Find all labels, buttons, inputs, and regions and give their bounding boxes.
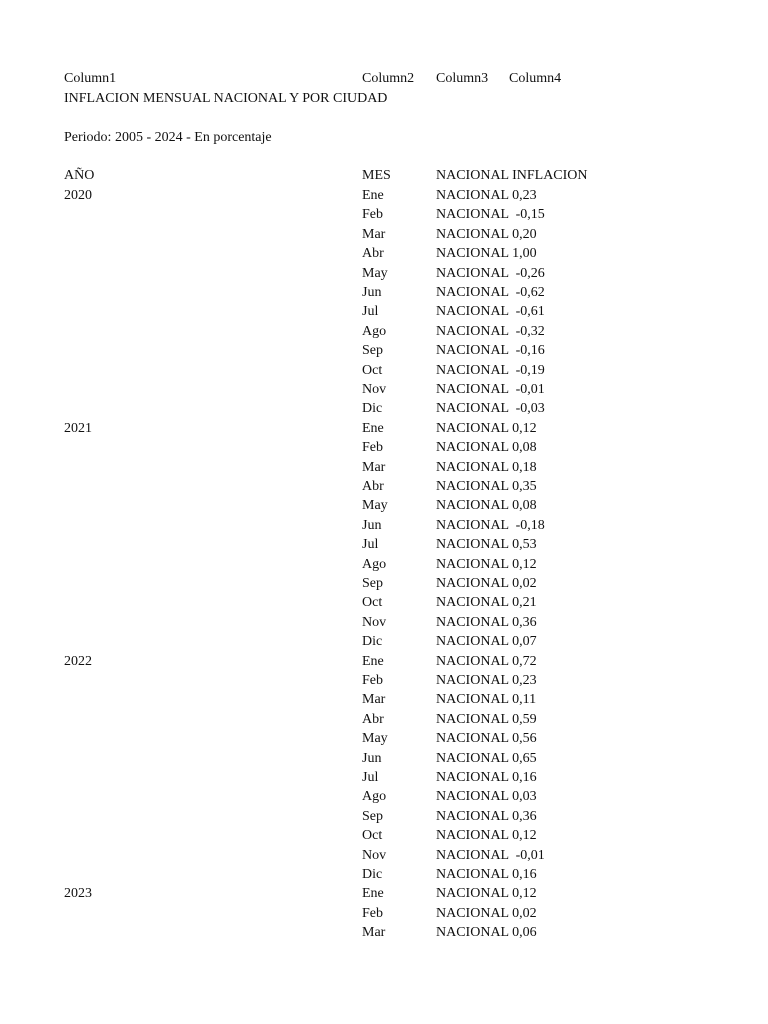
month-cell: Ago bbox=[362, 789, 387, 805]
month-cell: Dic bbox=[362, 867, 383, 882]
table-row bbox=[0, 690, 768, 709]
month-cell: Ago bbox=[362, 323, 387, 339]
year-header: AÑO bbox=[64, 168, 95, 183]
table-row bbox=[0, 458, 768, 477]
table-row bbox=[0, 205, 768, 224]
table-row bbox=[0, 516, 768, 535]
inflation-value-cell: NACIONAL 0,02 bbox=[436, 576, 537, 591]
inflation-value-cell: NACIONAL 0,06 bbox=[436, 925, 537, 941]
inflation-value-cell: NACIONAL 0,72 bbox=[436, 653, 537, 669]
inflation-value-cell: NACIONAL 0,16 bbox=[436, 867, 537, 882]
month-cell: Ago bbox=[362, 556, 387, 572]
month-cell: May bbox=[362, 731, 388, 747]
month-cell: Oct bbox=[362, 828, 383, 844]
table-row bbox=[0, 632, 768, 651]
month-cell: Sep bbox=[362, 576, 383, 591]
month-cell: Oct bbox=[362, 595, 383, 611]
inflation-value-cell: NACIONAL 0,59 bbox=[436, 711, 537, 727]
table-row bbox=[0, 496, 768, 515]
inflation-value-cell: NACIONAL -0,19 bbox=[436, 362, 545, 378]
table-row bbox=[0, 535, 768, 554]
inflation-value-cell: NACIONAL 1,00 bbox=[436, 246, 537, 262]
table-row bbox=[0, 399, 768, 418]
inflation-value-cell: NACIONAL 0,18 bbox=[436, 459, 537, 475]
inflation-value-cell: NACIONAL 0,12 bbox=[436, 886, 537, 902]
year-cell: 2023 bbox=[64, 886, 92, 902]
month-header: MES bbox=[362, 168, 391, 183]
table-row bbox=[0, 438, 768, 457]
inflation-value-cell: NACIONAL 0,12 bbox=[436, 556, 537, 572]
month-cell: Ene bbox=[362, 188, 384, 203]
inflation-value-cell: NACIONAL 0,36 bbox=[436, 808, 537, 824]
table-row bbox=[0, 593, 768, 612]
column4-header: Column4 bbox=[509, 71, 562, 86]
inflation-value-cell: NACIONAL 0,23 bbox=[436, 673, 537, 688]
inflation-value-cell: NACIONAL 0,16 bbox=[436, 770, 537, 785]
inflation-value-cell: NACIONAL -0,15 bbox=[436, 207, 545, 223]
month-cell: Nov bbox=[362, 847, 387, 863]
period-row bbox=[0, 128, 768, 147]
inflation-value-cell: NACIONAL -0,61 bbox=[436, 304, 545, 320]
month-cell: Feb bbox=[362, 440, 383, 456]
month-cell: Ene bbox=[362, 886, 384, 902]
column3-header: Column3 bbox=[436, 71, 489, 86]
inflation-value-cell: NACIONAL 0,12 bbox=[436, 420, 537, 436]
table-row bbox=[0, 322, 768, 341]
inflation-value-cell: NACIONAL -0,18 bbox=[436, 517, 545, 533]
month-cell: Feb bbox=[362, 207, 383, 223]
month-cell: Jun bbox=[362, 750, 382, 766]
month-cell: May bbox=[362, 265, 388, 281]
table-row bbox=[0, 749, 768, 768]
inflation-value-cell: NACIONAL 0,11 bbox=[436, 692, 537, 708]
month-cell: Oct bbox=[362, 362, 383, 378]
month-cell: Dic bbox=[362, 634, 383, 650]
month-cell: Mar bbox=[362, 459, 386, 475]
inflation-value-cell: NACIONAL 0,21 bbox=[436, 595, 537, 611]
table-row bbox=[0, 419, 768, 438]
inflation-value-cell: NACIONAL 0,20 bbox=[436, 226, 537, 242]
month-cell: Mar bbox=[362, 226, 386, 242]
month-cell: Sep bbox=[362, 808, 383, 824]
title-row bbox=[0, 89, 768, 108]
inflation-value-cell: NACIONAL -0,26 bbox=[436, 265, 545, 281]
column1-header: Column1 bbox=[64, 71, 117, 86]
inflation-value-cell: NACIONAL 0,65 bbox=[436, 750, 537, 766]
month-cell: Abr bbox=[362, 246, 384, 262]
table-row bbox=[0, 555, 768, 574]
period-text: Periodo: 2005 - 2024 - En porcentaje bbox=[64, 130, 272, 145]
table-row bbox=[0, 768, 768, 787]
table-row bbox=[0, 923, 768, 942]
table-row bbox=[0, 826, 768, 845]
inflation-value-cell: NACIONAL 0,08 bbox=[436, 498, 537, 514]
year-cell: 2022 bbox=[64, 653, 92, 669]
table-row bbox=[0, 710, 768, 729]
inflation-value-cell: NACIONAL 0,35 bbox=[436, 479, 537, 494]
table-row bbox=[0, 341, 768, 360]
month-cell: Jun bbox=[362, 285, 382, 300]
month-cell: Mar bbox=[362, 925, 386, 941]
table-row bbox=[0, 787, 768, 806]
inflation-value-cell: NACIONAL 0,02 bbox=[436, 905, 537, 921]
document-title: INFLACION MENSUAL NACIONAL Y POR CIUDAD bbox=[64, 91, 388, 106]
year-cell: 2021 bbox=[64, 420, 92, 436]
table-row bbox=[0, 652, 768, 671]
month-cell: Dic bbox=[362, 401, 383, 417]
inflation-value-cell: NACIONAL -0,01 bbox=[436, 382, 545, 397]
month-cell: Feb bbox=[362, 673, 383, 688]
month-cell: Jul bbox=[362, 304, 379, 320]
table-row bbox=[0, 904, 768, 923]
inflation-value-cell: NACIONAL 0,03 bbox=[436, 789, 537, 805]
table-row bbox=[0, 380, 768, 399]
table-row bbox=[0, 361, 768, 380]
table-row bbox=[0, 729, 768, 748]
month-cell: Ene bbox=[362, 653, 384, 669]
inflation-header: NACIONAL INFLACION bbox=[436, 168, 588, 183]
table-row bbox=[0, 807, 768, 826]
month-cell: Nov bbox=[362, 614, 387, 630]
inflation-value-cell: NACIONAL 0,23 bbox=[436, 188, 537, 203]
inflation-value-cell: NACIONAL -0,01 bbox=[436, 847, 545, 863]
table-row bbox=[0, 302, 768, 321]
table-row bbox=[0, 283, 768, 302]
month-cell: May bbox=[362, 498, 388, 514]
month-cell: Ene bbox=[362, 420, 384, 436]
table-row bbox=[0, 477, 768, 496]
month-cell: Jul bbox=[362, 537, 379, 553]
inflation-value-cell: NACIONAL -0,62 bbox=[436, 285, 545, 300]
table-row bbox=[0, 574, 768, 593]
inflation-value-cell: NACIONAL 0,56 bbox=[436, 731, 537, 747]
table-row bbox=[0, 865, 768, 884]
table-row bbox=[0, 671, 768, 690]
inflation-value-cell: NACIONAL 0,36 bbox=[436, 614, 537, 630]
table-row bbox=[0, 244, 768, 263]
table-row bbox=[0, 264, 768, 283]
table-row bbox=[0, 186, 768, 205]
table-row bbox=[0, 846, 768, 865]
month-cell: Nov bbox=[362, 382, 387, 397]
inflation-value-cell: NACIONAL -0,03 bbox=[436, 401, 545, 417]
month-cell: Feb bbox=[362, 905, 383, 921]
table-row bbox=[0, 225, 768, 244]
month-cell: Sep bbox=[362, 343, 383, 359]
month-cell: Jul bbox=[362, 770, 379, 785]
month-cell: Abr bbox=[362, 479, 384, 494]
column2-header: Column2 bbox=[362, 71, 415, 86]
table-header-row bbox=[0, 166, 768, 185]
inflation-value-cell: NACIONAL -0,32 bbox=[436, 323, 545, 339]
year-cell: 2020 bbox=[64, 188, 92, 203]
table-row bbox=[0, 884, 768, 903]
inflation-value-cell: NACIONAL 0,07 bbox=[436, 634, 537, 650]
month-cell: Abr bbox=[362, 711, 384, 727]
inflation-value-cell: NACIONAL -0,16 bbox=[436, 343, 545, 359]
month-cell: Mar bbox=[362, 692, 386, 708]
inflation-value-cell: NACIONAL 0,53 bbox=[436, 537, 537, 553]
inflation-value-cell: NACIONAL 0,08 bbox=[436, 440, 537, 456]
column-header-row bbox=[0, 69, 768, 88]
table-row bbox=[0, 613, 768, 632]
inflation-value-cell: NACIONAL 0,12 bbox=[436, 828, 537, 844]
month-cell: Jun bbox=[362, 517, 382, 533]
